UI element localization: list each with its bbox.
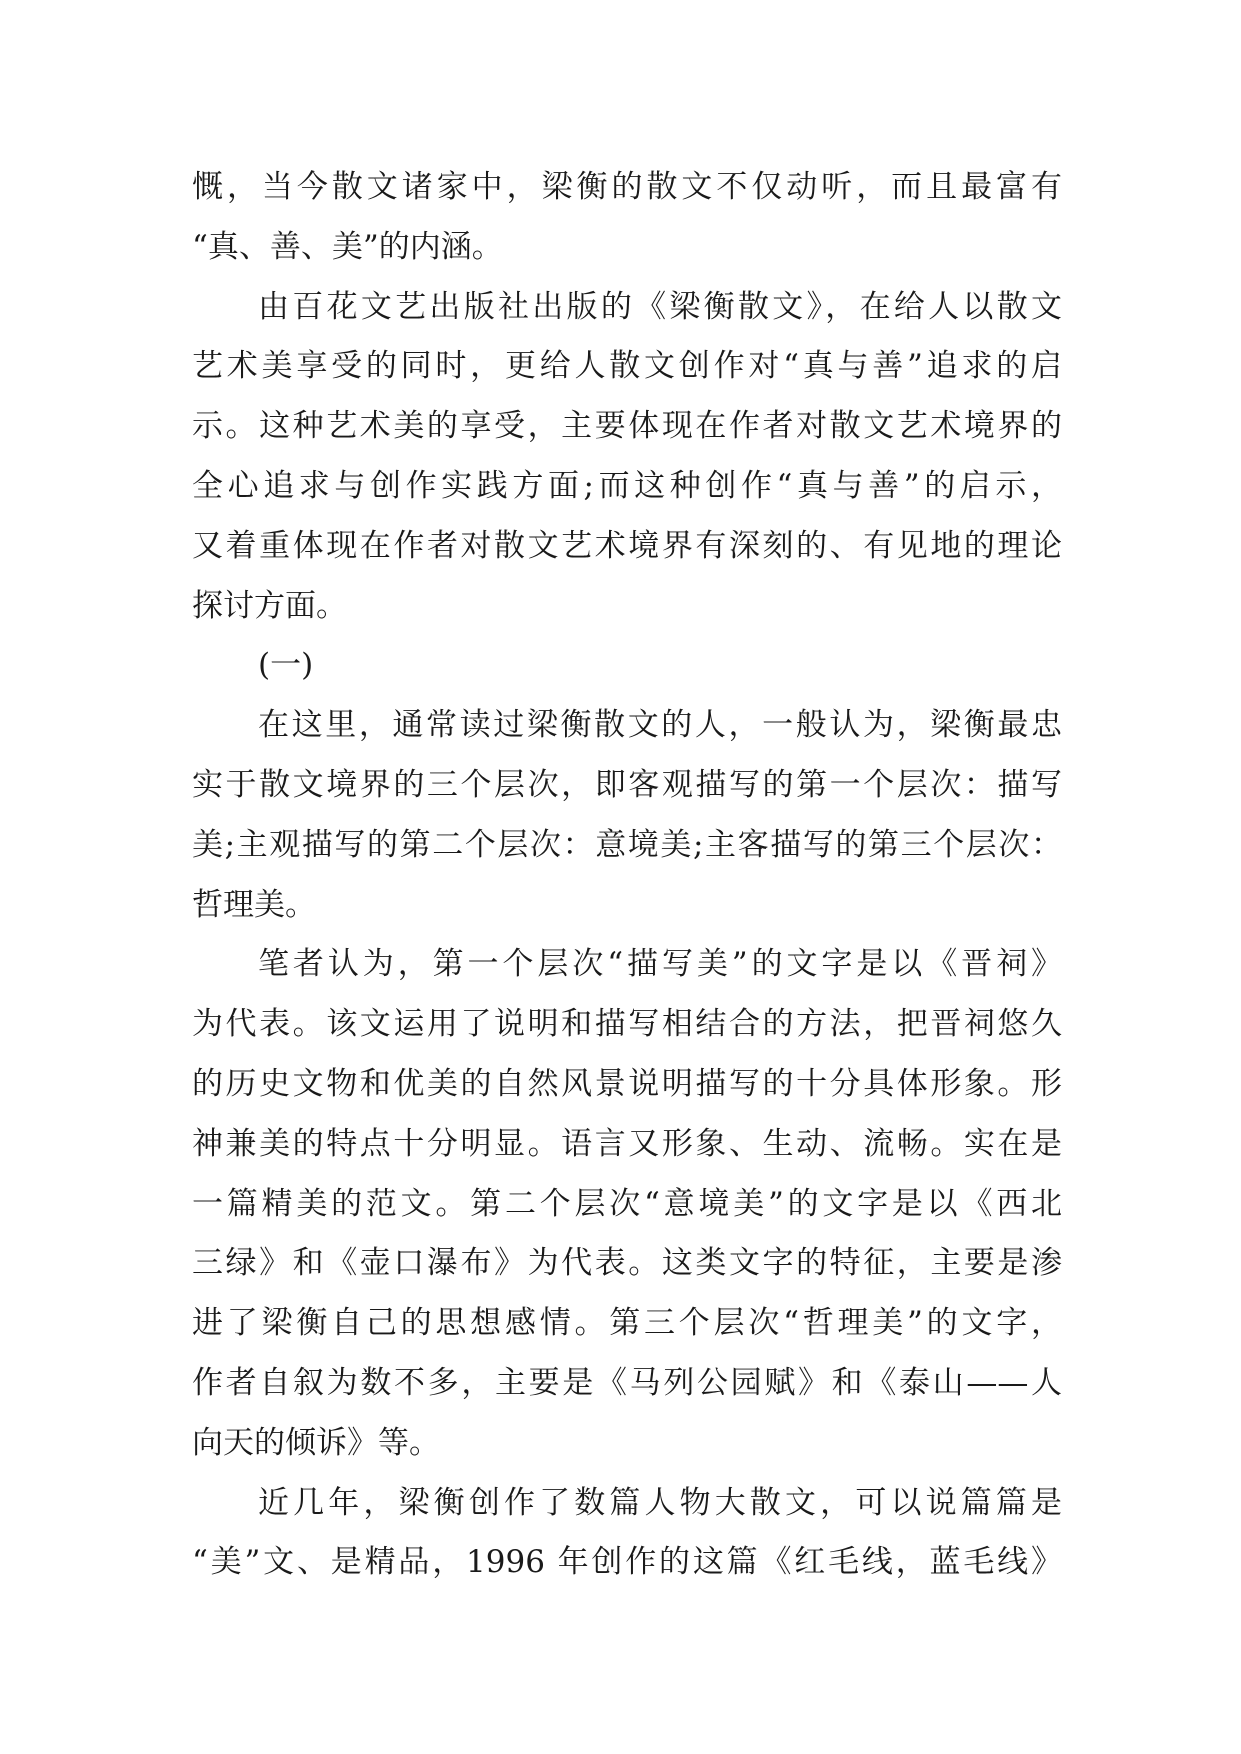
paragraph-start-line: 由百花文艺出版社出版的《梁衡散文》，在给人以散文 xyxy=(258,288,1062,325)
paragraph-start-line: 近几年，梁衡创作了数篇人物大散文，可以说篇篇是 xyxy=(258,1484,1062,1521)
text-line: 一篇精美的范文。第二个层次“意境美”的文字是以《西北 xyxy=(192,1185,1062,1222)
paragraph-start-line: 笔者认为，第一个层次“描写美”的文字是以《晋祠》 xyxy=(258,946,1062,983)
text-line: 三绿》和《壶口瀑布》为代表。这类文字的特征，主要是渗 xyxy=(192,1245,1062,1282)
body-text xyxy=(192,158,1062,1593)
text-line: 向天的倾诉》等。 xyxy=(192,1424,440,1461)
paragraph-start-line: 在这里，通常读过梁衡散文的人，一般认为，梁衡最忠 xyxy=(258,707,1062,744)
text-line: “真、善、美”的内涵。 xyxy=(192,228,503,265)
text-line: 哲理美。 xyxy=(192,886,316,923)
text-line: 艺术美享受的同时，更给人散文创作对“真与善”追求的启 xyxy=(192,348,1062,385)
text-line: 示。这种艺术美的享受，主要体现在作者对散文艺术境界的 xyxy=(192,408,1062,445)
text-line: 的历史文物和优美的自然风景说明描写的十分具体形象。形 xyxy=(192,1065,1062,1102)
text-line: 神兼美的特点十分明显。语言又形象、生动、流畅。实在是 xyxy=(192,1125,1062,1162)
text-line: 慨，当今散文诸家中，梁衡的散文不仅动听，而且最富有 xyxy=(192,169,1062,205)
text-line: “美”文、是精品，1996 年创作的这篇《红毛线，蓝毛线》 xyxy=(192,1544,1062,1581)
text-line: 实于散文境界的三个层次，即客观描写的第一个层次：描写 xyxy=(192,766,1062,803)
text-line: 美;主观描写的第二个层次：意境美;主客描写的第三个层次： xyxy=(192,826,1062,863)
text-line: 又着重体现在作者对散文艺术境界有深刻的、有见地的理论 xyxy=(192,527,1062,564)
section-heading: (一) xyxy=(258,647,314,684)
text-line: 全心追求与创作实践方面;而这种创作“真与善”的启示， xyxy=(192,467,1062,504)
text-line: 作者自叙为数不多，主要是《马列公园赋》和《泰山——人 xyxy=(192,1364,1062,1401)
text-line: 探讨方面。 xyxy=(192,587,347,624)
text-line: 进了梁衡自己的思想感情。第三个层次“哲理美”的文字， xyxy=(192,1305,1062,1342)
text-line: 为代表。该文运用了说明和描写相结合的方法，把晋祠悠久 xyxy=(192,1006,1062,1043)
